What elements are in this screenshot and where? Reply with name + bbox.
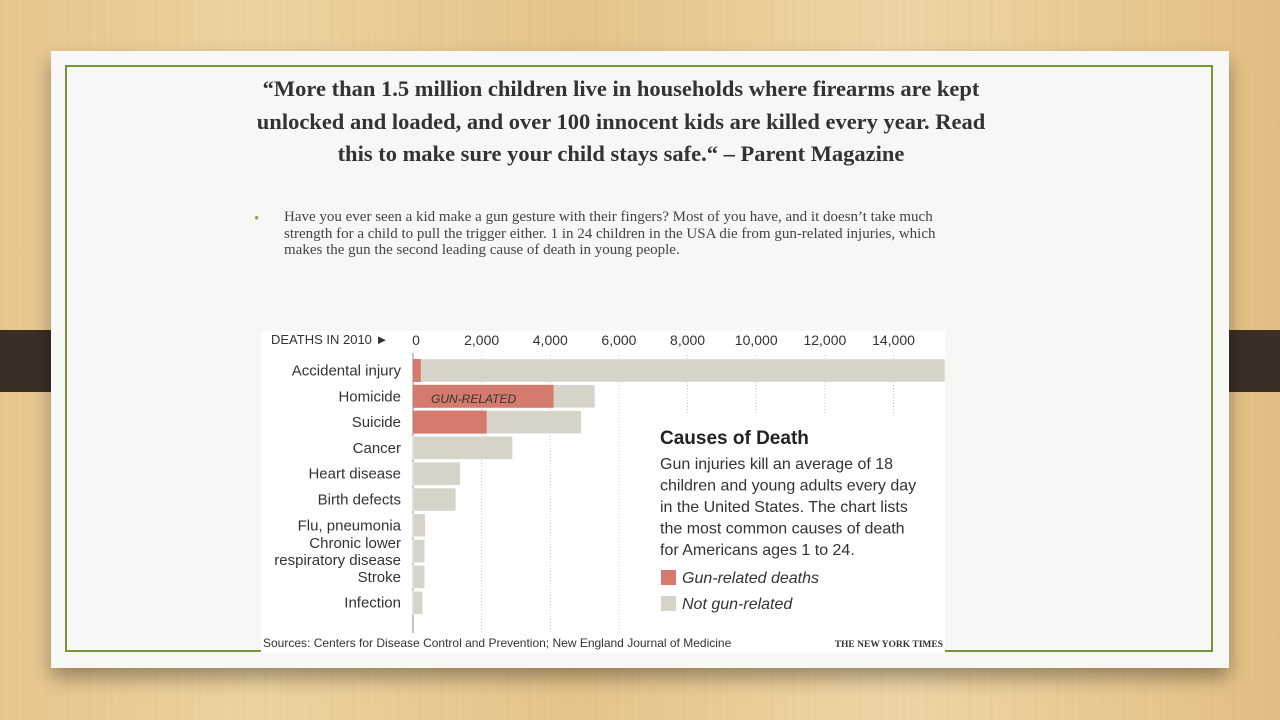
causes-of-death-chart — [261, 331, 945, 653]
x-tick-label: 10,000 — [734, 332, 778, 348]
x-tick-label: 14,000 — [872, 332, 915, 348]
category-label: Chronic lower — [309, 535, 401, 553]
category-label: Stroke — [357, 568, 401, 586]
chart-source: Sources: Centers for Disease Control and Prevention; New England Journal of Medicine — [263, 636, 732, 650]
chart-svg — [261, 331, 945, 653]
bar-not-gun-related — [413, 514, 425, 537]
chart-credit: THE NEW YORK TIMES — [834, 640, 943, 650]
bar-annotation: GUN-RELATED — [431, 392, 517, 406]
bar-not-gun-related — [554, 385, 595, 408]
bar-not-gun-related — [413, 436, 513, 459]
info-box-line: in the United States. The chart lists — [660, 499, 908, 516]
category-label: Cancer — [352, 439, 401, 457]
info-box-line: children and young adults every day — [660, 477, 917, 495]
category-label: Accidental injury — [291, 362, 401, 380]
bullet-icon: • — [254, 211, 260, 227]
legend-swatch — [661, 596, 676, 611]
category-label: Infection — [344, 594, 401, 612]
slide-title: “More than 1.5 million children live in households where firearms are kept unlocked and loaded, and over 100 innocent kids are killed every year. Read this to make sure your child stays safe.“ – Parent Magazine — [256, 76, 986, 166]
x-tick-label: 12,000 — [803, 332, 847, 348]
x-tick-label: 6,000 — [601, 332, 637, 348]
chart-header-label: DEATHS IN 2010 ► — [271, 332, 389, 347]
info-box-line: for Americans ages 1 to 24. — [660, 542, 855, 559]
category-label: Suicide — [351, 414, 401, 432]
category-label: Flu, pneumonia — [297, 517, 401, 535]
category-label: Birth defects — [317, 491, 401, 509]
bar-not-gun-related — [413, 462, 460, 485]
x-tick-label: 8,000 — [670, 332, 706, 348]
bar-not-gun-related — [413, 540, 425, 563]
x-tick-label: 2,000 — [464, 332, 500, 348]
bar-not-gun-related — [421, 359, 945, 382]
legend-label: Gun-related deaths — [682, 570, 819, 587]
info-box-line: Gun injuries kill an average of 18 — [660, 456, 894, 473]
info-box-title: Causes of Death — [660, 428, 809, 449]
slide-paper — [51, 51, 1229, 668]
legend-swatch — [661, 570, 676, 585]
legend-label: Not gun-related — [682, 596, 793, 613]
bar-gun-related — [413, 359, 421, 382]
category-label: Homicide — [338, 388, 401, 406]
x-tick-label: 4,000 — [532, 332, 568, 348]
category-label: Heart disease — [308, 465, 401, 483]
bar-not-gun-related — [413, 488, 456, 511]
x-tick-label: 0 — [412, 332, 420, 348]
info-box-line: the most common causes of death — [660, 520, 905, 538]
bar-not-gun-related — [413, 591, 423, 614]
bar-not-gun-related — [413, 565, 425, 588]
bar-not-gun-related — [487, 411, 581, 434]
bullet-text: Have you ever seen a kid make a gun gesture with their fingers? Most of you have, and it doesn’t take much strength for a child to pull the trigger either. 1 in 24 children in the USA die from gun-related injuries, which makes the gun the second leading cause of death in young people. — [284, 209, 936, 258]
category-label: respiratory disease — [274, 552, 401, 570]
bar-gun-related — [413, 411, 487, 434]
